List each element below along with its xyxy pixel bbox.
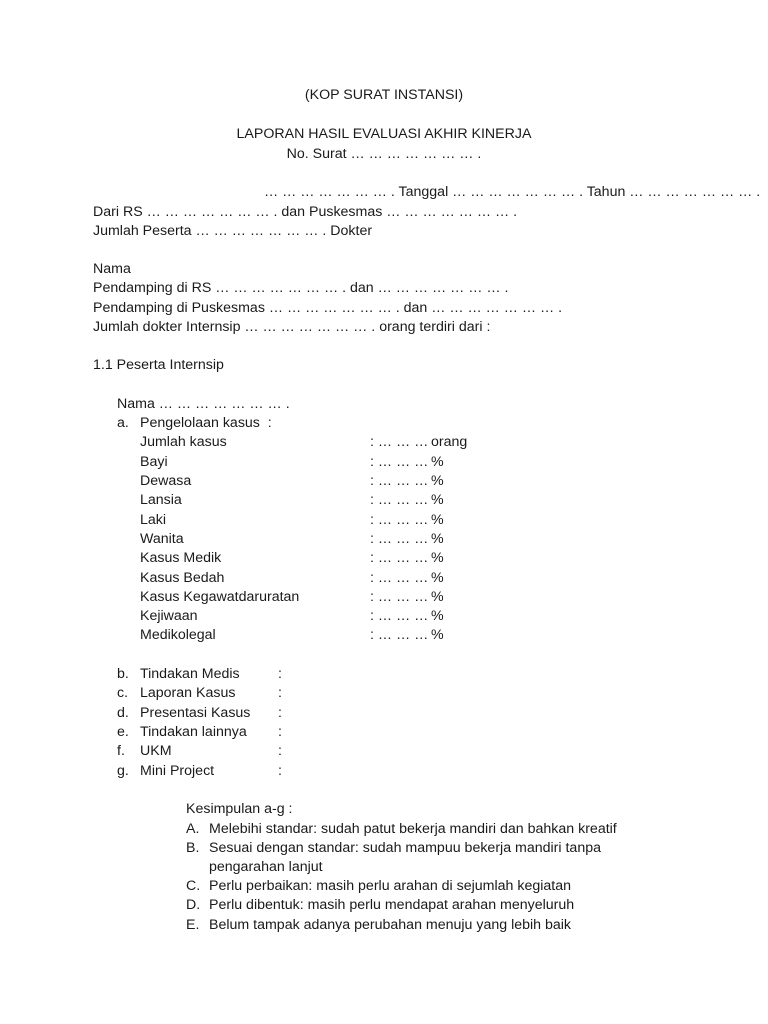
item-colon: : [278, 705, 282, 721]
item-a-label: Pengelolaan kasus : [140, 415, 272, 431]
pendamping-puskesmas-line: Pendamping di Puskesmas … … … … … … … . dan … … … … … … … . [93, 300, 563, 316]
item-letter: f. [117, 743, 125, 759]
kasus-row-value: : … … … [370, 589, 429, 605]
item-label: Presentasi Kasus [140, 705, 251, 721]
item-colon: : [278, 763, 282, 779]
kasus-row-label: Laki [140, 512, 167, 528]
kasus-row-label: Dewasa [140, 473, 192, 489]
item-colon: : [278, 724, 282, 740]
kasus-row-unit: % [431, 627, 444, 643]
option-text: Sesuai dengan standar: sudah mampuu bekerja mandiri tanpa [209, 840, 601, 856]
kasus-row-value: : … … … [370, 608, 429, 624]
item-label: UKM [140, 743, 172, 759]
kasus-row-label: Kasus Bedah [140, 570, 225, 586]
kasus-row-label: Lansia [140, 492, 182, 508]
item-letter: g. [117, 763, 129, 779]
jumlah-dokter-line: Jumlah dokter Internsip … … … … … … … . orang terdiri dari : [93, 319, 491, 335]
peserta-nama-line: Nama … … … … … … … . [117, 396, 290, 412]
option-letter: D. [186, 897, 201, 913]
item-letter: b. [117, 666, 129, 682]
item-a-letter: a. [117, 415, 129, 431]
kasus-row-unit: % [431, 473, 444, 489]
kasus-row-label: Kasus Medik [140, 550, 222, 566]
kasus-row-value: : … … … [370, 454, 429, 470]
option-text: Perlu perbaikan: masih perlu arahan di sejumlah kegiatan [209, 878, 571, 894]
item-letter: d. [117, 705, 129, 721]
kasus-row-value: : … … … [370, 512, 429, 528]
kasus-row-unit: % [431, 550, 444, 566]
kasus-row-value: : … … … [370, 473, 429, 489]
kasus-row-unit: % [431, 570, 444, 586]
option-text: pengarahan lanjut [209, 859, 323, 875]
item-colon: : [278, 743, 282, 759]
dari-rs-line: Dari RS … … … … … … … . dan Puskesmas … … … … … … … . [93, 204, 518, 220]
kasus-row-label: Wanita [140, 531, 184, 547]
kasus-row-value: : … … … [370, 550, 429, 566]
jumlah-peserta-line: Jumlah Peserta … … … … … … … . Dokter [93, 223, 373, 239]
kasus-row-unit: % [431, 531, 444, 547]
option-letter: A. [186, 821, 200, 837]
kasus-row-unit: % [431, 454, 444, 470]
item-label: Mini Project [140, 763, 215, 779]
option-text: Perlu dibentuk: masih perlu mendapat arahan menyeluruh [209, 897, 575, 913]
section-heading: 1.1 Peserta Internsip [93, 357, 224, 373]
kasus-row-label: Kejiwaan [140, 608, 198, 624]
kasus-row-label: Jumlah kasus [140, 434, 227, 450]
kasus-row-value: : … … … [370, 531, 429, 547]
kasus-row-unit: % [431, 492, 444, 508]
kasus-row-unit: % [431, 512, 444, 528]
kasus-row-value: : … … … [370, 492, 429, 508]
item-letter: e. [117, 724, 129, 740]
item-colon: : [278, 666, 282, 682]
kesimpulan-heading: Kesimpulan a-g : [186, 801, 293, 817]
option-letter: C. [186, 878, 201, 894]
kasus-row-value: : … … … [370, 434, 429, 450]
item-colon: : [278, 685, 282, 701]
kop-surat: (KOP SURAT INSTANSI) [304, 87, 464, 103]
pendamping-rs-line: Pendamping di RS … … … … … … … . dan … … … … … … … . [93, 280, 509, 296]
kasus-row-unit: % [431, 608, 444, 624]
kasus-row-label: Bayi [140, 454, 168, 470]
option-letter: E. [186, 917, 200, 933]
option-letter: B. [186, 840, 200, 856]
item-letter: c. [117, 685, 129, 701]
document-title: LAPORAN HASIL EVALUASI AKHIR KINERJA [236, 126, 532, 142]
kasus-row-label: Medikolegal [140, 627, 216, 643]
nama-label: Nama [93, 261, 131, 277]
date-line: … … … … … … … . Tanggal … … … … … … … . Tahun … … … … … … … . [264, 184, 761, 200]
kasus-row-unit: orang [431, 434, 468, 450]
item-label: Tindakan Medis [140, 666, 240, 682]
option-text: Melebihi standar: sudah patut bekerja mandiri dan bahkan kreatif [209, 821, 617, 837]
kasus-row-unit: % [431, 589, 444, 605]
kasus-row-value: : … … … [370, 570, 429, 586]
option-text: Belum tampak adanya perubahan menuju yang lebih baik [209, 917, 572, 933]
item-label: Laporan Kasus [140, 685, 236, 701]
nomor-surat: No. Surat … … … … … … … . [286, 146, 482, 162]
item-label: Tindakan lainnya [140, 724, 247, 740]
kasus-row-value: : … … … [370, 627, 429, 643]
kasus-row-label: Kasus Kegawatdaruratan [140, 589, 300, 605]
